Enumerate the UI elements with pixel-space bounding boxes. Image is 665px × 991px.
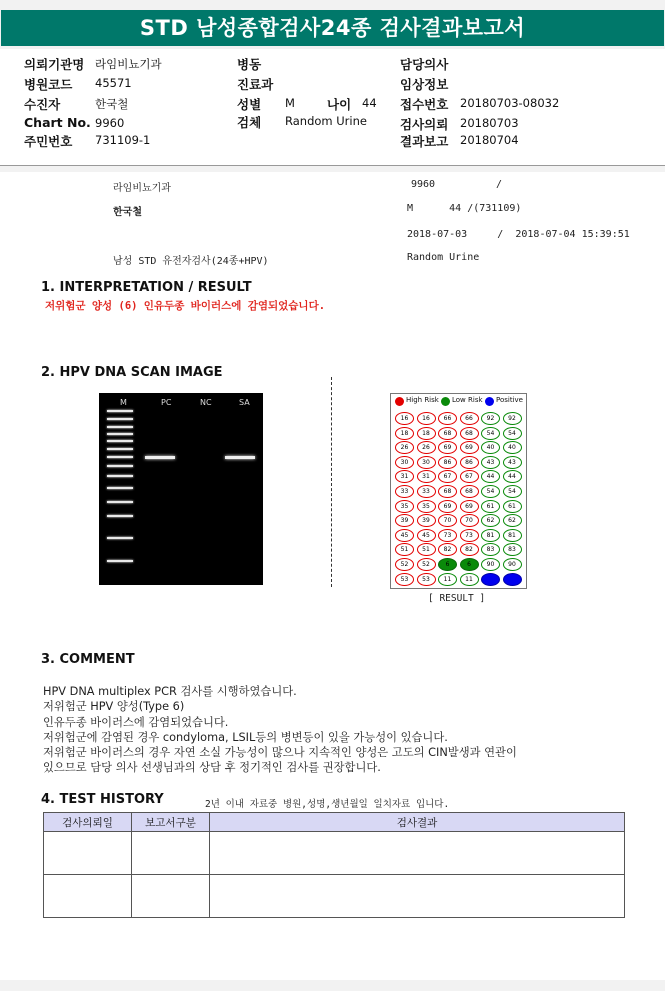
plate-well: 54 — [481, 485, 500, 498]
info-patient — [24, 95, 129, 113]
info-label: 성별 — [237, 97, 262, 112]
plate-well: 31 — [395, 470, 414, 483]
legend-label: High Risk — [406, 396, 439, 404]
report-title: STD 남성종합검사24종 검사결과보고서 — [1, 10, 664, 46]
plate-well: 6 — [460, 558, 479, 571]
plate-well: 66 — [438, 412, 457, 425]
info-label: 진료과 — [237, 77, 274, 92]
plate-well: 45 — [395, 529, 414, 542]
gel-sample-band — [225, 456, 255, 459]
plate-well: 70 — [438, 514, 457, 527]
plate-well: 30 — [417, 456, 436, 469]
info-clinical — [400, 75, 448, 93]
plate-legend — [393, 396, 524, 408]
plate-well: 69 — [460, 441, 479, 454]
gel-ladder-band — [107, 515, 133, 517]
plate-well: 69 — [438, 500, 457, 513]
info-value: 731109-1 — [95, 133, 151, 147]
plate-well: 18 — [417, 427, 436, 440]
info-ward — [237, 55, 261, 73]
summary-test: 남성 STD 유전자검사(24종+HPV) — [113, 256, 269, 267]
history-note: 2년 이내 자료중 병원,성명,생년월일 일치자료 입니다. — [205, 799, 450, 810]
info-specimen — [237, 113, 367, 131]
gel-ladder-band — [107, 537, 133, 539]
gel-ladder-band — [107, 418, 133, 420]
history-table — [43, 812, 625, 918]
legend-dot-icon — [485, 397, 494, 406]
gel-ladder-band — [107, 501, 133, 503]
interpretation-result: 저위험군 양성 (6) 인유두종 바이러스에 감염되었습니다. — [45, 300, 326, 312]
summary-sex-age: M 44 /(731109) — [407, 203, 522, 214]
plate-well: 69 — [438, 441, 457, 454]
info-value: 20180703 — [460, 116, 519, 130]
plate-well: 83 — [481, 543, 500, 556]
gel-ladder-band — [107, 475, 133, 477]
plate-well: 62 — [503, 514, 522, 527]
info-label: 임상정보 — [400, 77, 449, 92]
plate-well: 53 — [395, 573, 414, 586]
plate-well: 66 — [460, 412, 479, 425]
table-cell — [210, 875, 625, 918]
plate-well: 68 — [438, 427, 457, 440]
table-cell — [132, 832, 210, 875]
plate-well: 73 — [460, 529, 479, 542]
info-chart-no — [24, 115, 125, 130]
plate-well: 81 — [503, 529, 522, 542]
plate-well: 43 — [503, 456, 522, 469]
section-interpretation-title: 1. INTERPRETATION / RESULT — [41, 280, 252, 295]
history-col-request-date: 검사의뢰일 — [44, 813, 132, 832]
gel-ladder-band — [107, 448, 133, 450]
plate-well: 51 — [417, 543, 436, 556]
plate-well: 52 — [395, 558, 414, 571]
plate-well: 67 — [460, 470, 479, 483]
summary-slash: / — [496, 179, 503, 190]
comment-line: 있으므로 담당 의사 선생님과의 상담 후 정기적인 검사를 권장합니다. — [43, 761, 381, 775]
info-clinic — [24, 55, 162, 73]
summary-patient: 한국철 — [113, 207, 142, 218]
plate-caption: [ RESULT ] — [428, 593, 486, 604]
info-label: 병원코드 — [24, 77, 73, 92]
plate-well: 35 — [395, 500, 414, 513]
plate-well: 90 — [481, 558, 500, 571]
plate-well: 39 — [395, 514, 414, 527]
plate-well: 52 — [417, 558, 436, 571]
plate-well: 11 — [460, 573, 479, 586]
table-cell — [132, 875, 210, 918]
plate-well: 70 — [460, 514, 479, 527]
plate-well: 33 — [395, 485, 414, 498]
table-row — [44, 875, 625, 918]
plate-well: 86 — [460, 456, 479, 469]
gel-sample-band — [145, 456, 175, 459]
info-value: 9960 — [95, 116, 125, 130]
plate-well: 54 — [481, 427, 500, 440]
plate-well: 18 — [395, 427, 414, 440]
plate-well: 81 — [481, 529, 500, 542]
plate-well: 31 — [417, 470, 436, 483]
plate-well: 73 — [438, 529, 457, 542]
plate-well: 54 — [503, 427, 522, 440]
comment-line: 저위험군 HPV 양성(Type 6) — [43, 700, 185, 714]
plate-well: 45 — [417, 529, 436, 542]
history-col-result: 검사결과 — [210, 813, 625, 832]
plate-well: 90 — [503, 558, 522, 571]
plate-well: 26 — [395, 441, 414, 454]
plate-well: 62 — [481, 514, 500, 527]
comment-line: 저위험군 바이러스의 경우 자연 소실 가능성이 많으나 지속적인 양성은 고도의 CIN발생과 연관이 — [43, 746, 517, 760]
history-col-report-type: 보고서구분 — [132, 813, 210, 832]
gel-ladder-band — [107, 410, 133, 412]
plate-well: 43 — [481, 456, 500, 469]
plate-well: 82 — [438, 543, 457, 556]
comment-text — [43, 684, 517, 776]
legend-label: Low Risk — [452, 396, 483, 404]
gel-lane-label: SA — [239, 398, 250, 407]
info-department — [237, 75, 273, 93]
plate-well: 33 — [417, 485, 436, 498]
info-value: 44 — [362, 96, 377, 110]
comment-line: 저위험군에 감염된 경우 condyloma, LSIL등의 병변등이 있을 가능성이 있습니다. — [43, 730, 448, 744]
summary-chart: 9960 — [411, 179, 436, 190]
plate-well: 26 — [417, 441, 436, 454]
plate-well: 40 — [481, 441, 500, 454]
patient-info-panel — [0, 49, 665, 166]
gel-ladder-band — [107, 560, 133, 562]
plate-well — [481, 573, 500, 586]
plate-well: 16 — [417, 412, 436, 425]
table-cell — [44, 875, 132, 918]
info-label: Chart No. — [24, 115, 91, 130]
plate-well: 11 — [438, 573, 457, 586]
info-value: 20180703-08032 — [460, 96, 560, 110]
divider-dashed — [331, 377, 332, 587]
info-age — [327, 95, 377, 113]
plate-well: 54 — [503, 485, 522, 498]
info-value: M — [285, 96, 295, 110]
info-label: 검사의뢰 — [400, 117, 449, 132]
gel-lane-label: NC — [200, 398, 212, 407]
gel-ladder-band — [107, 440, 133, 442]
table-cell — [210, 832, 625, 875]
summary-clinic: 라임비뇨기과 — [113, 183, 171, 194]
table-cell — [44, 832, 132, 875]
legend-dot-icon — [395, 397, 404, 406]
info-receipt-no — [400, 95, 560, 113]
info-label: 나이 — [327, 97, 352, 112]
plate-well: 92 — [503, 412, 522, 425]
gel-ladder-band — [107, 487, 133, 489]
plate-well: 61 — [481, 500, 500, 513]
plate-well — [503, 573, 522, 586]
gel-lane-label: M — [120, 398, 127, 407]
info-value: 45571 — [95, 76, 132, 90]
plate-well: 16 — [395, 412, 414, 425]
plate-well: 86 — [438, 456, 457, 469]
plate-well: 68 — [460, 485, 479, 498]
plate-well: 68 — [460, 427, 479, 440]
info-label: 결과보고 — [400, 134, 449, 149]
info-report-date — [400, 132, 519, 150]
plate-well: 51 — [395, 543, 414, 556]
gel-lane-label: PC — [161, 398, 172, 407]
info-doctor — [400, 55, 448, 73]
legend-dot-icon — [441, 397, 450, 406]
plate-well: 68 — [438, 485, 457, 498]
comment-line: HPV DNA multiplex PCR 검사를 시행하였습니다. — [43, 685, 297, 698]
plate-well: 83 — [503, 543, 522, 556]
report-body — [0, 172, 665, 980]
gel-ladder-band — [107, 433, 133, 435]
info-label: 의뢰기관명 — [24, 57, 85, 72]
legend-label: Positive — [496, 396, 523, 404]
plate-well: 39 — [417, 514, 436, 527]
info-sex — [237, 95, 295, 113]
info-value: 라임비뇨기과 — [95, 57, 162, 71]
info-value: 한국철 — [95, 97, 129, 111]
plate-well: 30 — [395, 456, 414, 469]
plate-well: 6 — [438, 558, 457, 571]
info-resident-no — [24, 132, 151, 150]
section-history-title: 4. TEST HISTORY — [41, 792, 164, 807]
gel-ladder-band — [107, 426, 133, 428]
plate-well: 69 — [460, 500, 479, 513]
plate-well: 61 — [503, 500, 522, 513]
info-hospital-code — [24, 75, 132, 93]
plate-well: 40 — [503, 441, 522, 454]
table-row — [44, 832, 625, 875]
plate-well: 44 — [503, 470, 522, 483]
comment-line: 인유두종 바이러스에 감염되었습니다. — [43, 715, 229, 729]
gel-ladder-band — [107, 456, 133, 458]
plate-well: 44 — [481, 470, 500, 483]
info-label: 담당의사 — [400, 57, 449, 72]
gel-image — [99, 393, 263, 585]
plate-well: 92 — [481, 412, 500, 425]
plate-grid — [391, 410, 526, 588]
plate-well: 53 — [417, 573, 436, 586]
plate-well: 67 — [438, 470, 457, 483]
info-label: 병동 — [237, 57, 262, 72]
summary-dates: 2018-07-03 / 2018-07-04 15:39:51 — [407, 229, 630, 240]
summary-specimen: Random Urine — [407, 252, 480, 263]
history-header-row — [44, 813, 625, 832]
gel-ladder-band — [107, 465, 133, 467]
plate-well: 82 — [460, 543, 479, 556]
info-value: Random Urine — [285, 114, 367, 128]
info-label: 수진자 — [24, 97, 61, 112]
info-label: 접수번호 — [400, 97, 449, 112]
plate-well: 35 — [417, 500, 436, 513]
info-value: 20180704 — [460, 133, 519, 147]
info-label: 검체 — [237, 115, 262, 130]
hpv-result-plate — [390, 393, 527, 589]
section-comment-title: 3. COMMENT — [41, 652, 135, 667]
section-scan-title: 2. HPV DNA SCAN IMAGE — [41, 365, 223, 380]
info-label: 주민번호 — [24, 134, 73, 149]
info-request-date — [400, 115, 519, 133]
